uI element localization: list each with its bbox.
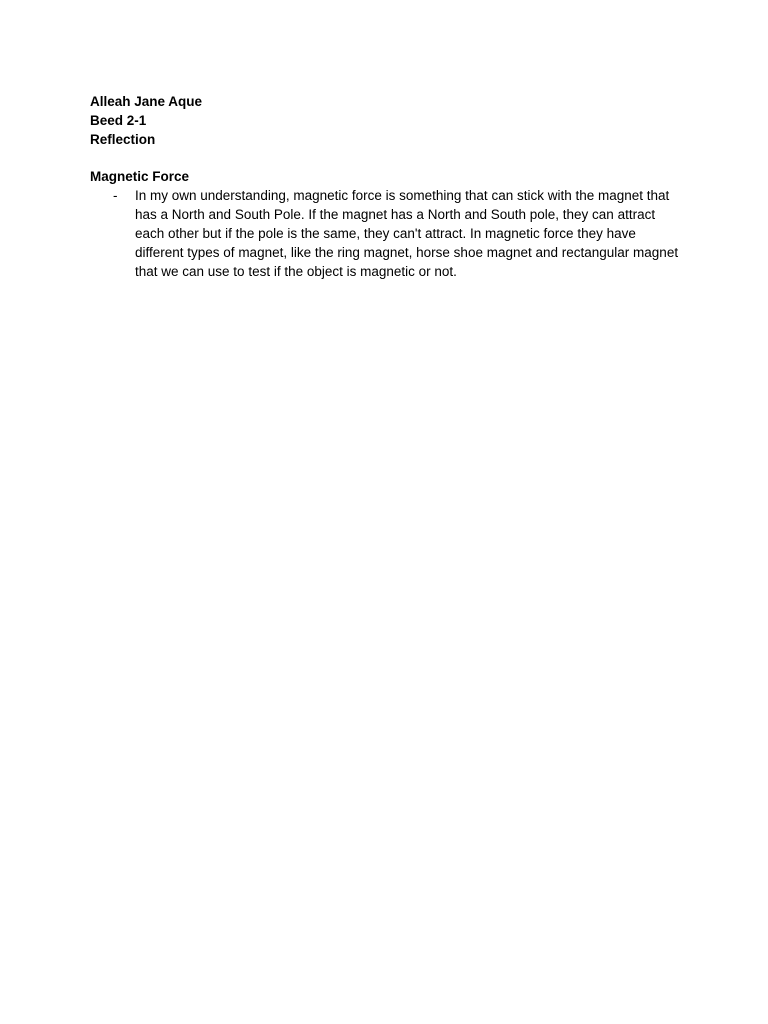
class-section: Beed 2-1: [90, 113, 147, 128]
document-header: [90, 92, 202, 149]
author-name: Alleah Jane Aque: [90, 94, 203, 109]
reflection-paragraph: In my own understanding, magnetic force is something that can stick with the magnet that has a North and South Pole. If the magnet has a North and South pole, they can attract each other but if the pole is the same, they can't attract. In magnetic force they have different types of magnet, like the ring magnet, horse shoe magnet and rectangular magnet that we can use to test if the object is magnetic or not.: [135, 188, 679, 279]
bullet-dash: -: [113, 188, 118, 203]
section-heading: Magnetic Force: [90, 169, 190, 184]
document-type: Reflection: [90, 132, 156, 147]
